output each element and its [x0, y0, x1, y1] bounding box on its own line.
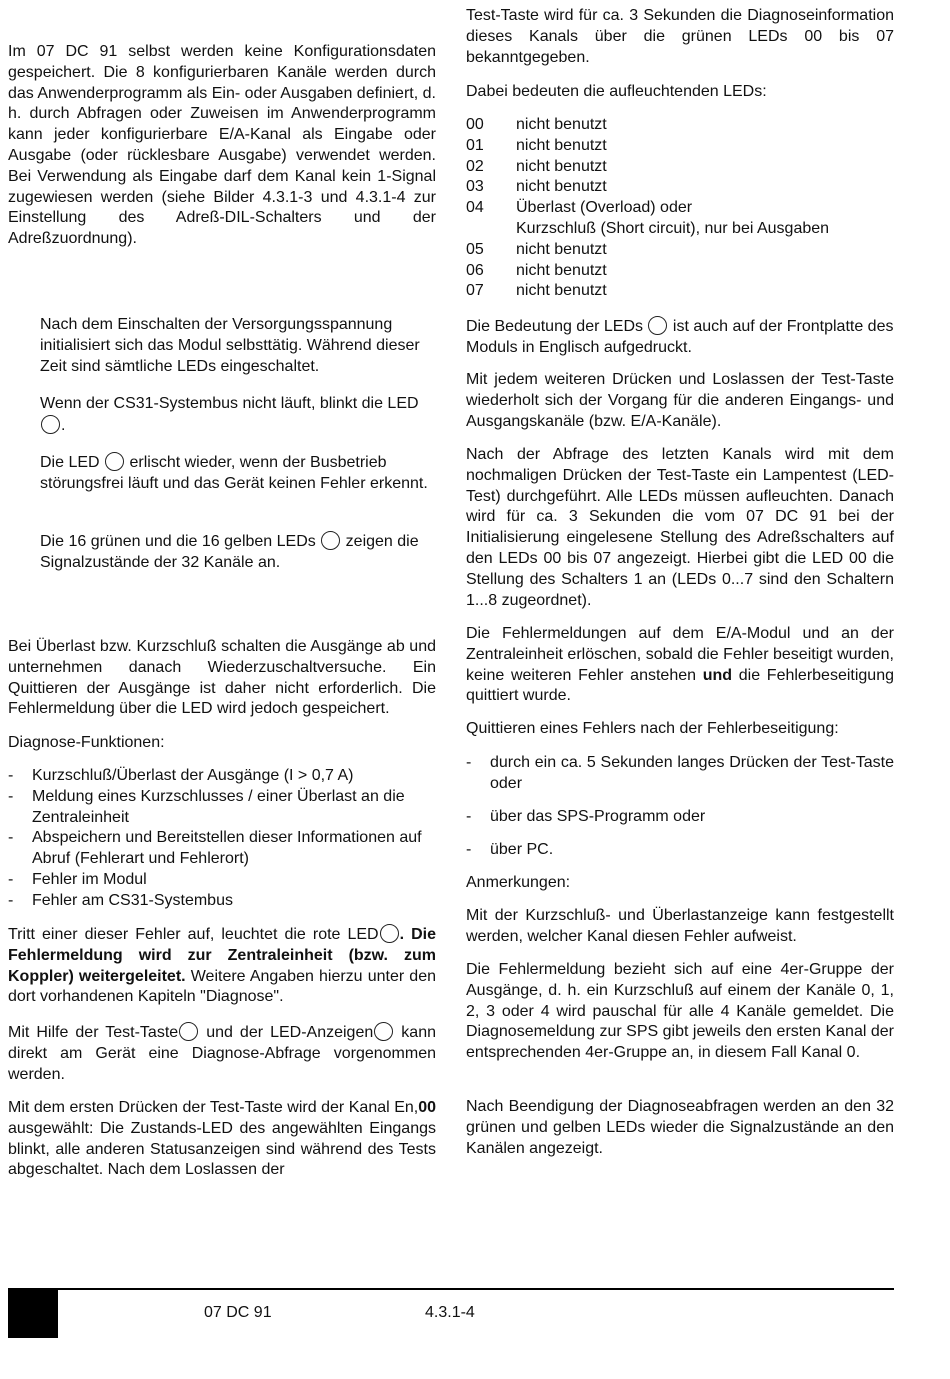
list-item: - Abspeichern und Bereitstellen dieser Informationen auf Abruf (Fehlerart und Fehlerort) [8, 829, 422, 868]
init-paragraph: Nach dem Einschalten der Versorgungsspannung initialisiert sich das Modul selbsttätig. Während dieser Zeit sind sämtliche LEDs eingeschaltet. [40, 316, 420, 375]
red-led-text: Tritt einer dieser Fehler auf, leuchtet die rote LED [8, 926, 379, 943]
red-led-bold-text: . Die Fehlermeldung wird zur Zentraleinheit (bzw. zum Koppler) weitergeleitet. [8, 926, 436, 985]
diag-heading: Diagnose-Funktionen: [8, 734, 165, 751]
led-symbol-icon [41, 415, 60, 434]
red-led-text-end: Weitere Angaben hierzu unter den dort vorhandenen Kapiteln "Diagnose". [8, 967, 437, 1006]
errors-text: Die Fehlermeldungen auf dem E/A-Modul und an der Zentraleinheit erlöschen, sobald die Fehler beseitigt wurden, keine weiteren Fehler anstehen [466, 625, 894, 684]
first-press-bold: 00 [418, 1099, 436, 1116]
diag-list [8, 766, 436, 912]
test-key-paragraph [8, 1022, 436, 1085]
overload-paragraph: Bei Überlast bzw. Kurzschluß schalten die Ausgänge ab und unternehmen danach Wiederzuschaltversuche. Ein Quittieren der Ausgänge ist daher nicht erforderlich. Die Fehlermeldung über die LED wird jedoch gespeichert. [8, 638, 436, 718]
led-symbol-icon [105, 452, 124, 471]
ack-heading: Quittieren eines Fehlers nach der Fehlerbeseitigung: [466, 720, 839, 737]
test-key-text: Mit Hilfe der Test-Taste [8, 1024, 179, 1041]
footer-model-name: 07 DC 91 [204, 1304, 272, 1321]
notes-paragraph-3: Nach Beendigung der Diagnoseabfragen werden an den 32 grünen und gelben LEDs wieder die Signalzustände an den Kanälen angezeigt. [466, 1098, 894, 1157]
table-row: 02 nicht benutzt [466, 157, 607, 175]
table-row: 04 Überlast (Overload) oder Kurzschluß (Short circuit), nur bei Ausgaben [466, 199, 830, 237]
table-row: 05 nicht benutzt [466, 240, 607, 258]
signal-led-paragraph [40, 531, 436, 574]
footer-rule [8, 1288, 894, 1290]
first-press-paragraph [8, 1098, 436, 1181]
notes-heading: Anmerkungen: [466, 874, 571, 891]
table-row: 03 nicht benutzt [466, 178, 607, 196]
test-key-text-end: kann direkt am Gerät eine Diagnose-Abfrage vorgenommen werden. [8, 1024, 436, 1083]
red-led-paragraph [8, 924, 436, 1008]
led-off-text-end: erlischt wieder, wenn der Busbetrieb störungsfrei läuft und das Gerät keinen Fehler erkennt. [40, 454, 428, 492]
lamp-test-paragraph: Nach der Abfrage des letzten Kanals wird mit dem nochmaligen Drücken der Test-Taste ein Lampentest (LED-Test) durchgeführt. Alle LEDs müssen aufleuchten. Danach wird für ca. 3 Sekunden die vom 07 DC 91 bei der Initialisierung eingelesene Stellung des Adreßschalters auf den LEDs 00 bis 07 angezeigt. Hierbei gibt die LED 00 die Stellung des Schalters 1 an (LEDs 0...7 sind den Schaltern 1...8 zugeordnet). [466, 446, 894, 609]
notes-paragraph-1: Mit der Kurzschluß- und Überlastanzeige kann festgestellt werden, welcher Kanal diesen Fehler aufweist. [466, 907, 894, 945]
signal-led-text: Die 16 grünen und die 16 gelben LEDs [40, 533, 316, 550]
led-off-text: Die LED [40, 454, 100, 471]
table-row: 01 nicht benutzt [466, 136, 607, 154]
notes-paragraph-2: Die Fehlermeldung bezieht sich auf eine 4er-Gruppe der Ausgänge, d. h. ein Kurzschluß auf einem der Kanäle 0, 1, 2, 3 oder 4 wird pauschal für alle 4 Kanäle gemeldet. Die Diagnosemeldung zur SPS gibt jeweils den ersten Kanal der entsprechenden 4er-Gruppe an, in diesem Fall Kanal 0. [466, 961, 894, 1062]
english-paragraph [466, 316, 894, 359]
table-row: 07 nicht benutzt [466, 282, 607, 300]
ack-list [466, 840, 894, 861]
test-key-symbol-icon [179, 1022, 198, 1041]
continued-paragraph: Test-Taste wird für ca. 3 Sekunden die Diagnoseinformation dieses Kanals über die grünen LEDs 00 bis 07 bekanntgegeben. [466, 7, 894, 66]
test-key-mid-text: und der LED-Anzeigen [206, 1024, 374, 1041]
repeat-paragraph: Mit jedem weiteren Drücken und Loslassen der Test-Taste wiederholt sich der Vorgang für die anderen Eingangs- und Ausgangskanäle (bzw. E/A-Kanäle). [466, 371, 894, 430]
list-item: - über PC. [466, 841, 554, 858]
english-text: Die Bedeutung der LEDs [466, 318, 643, 335]
first-press-text-end: ausgewählt: Die Zustands-LED des angewählten Eingangs blinkt, alle anderen Statusanzeigen sind während des Tests abgeschaltet. Nach dem Loslassen der [8, 1119, 436, 1179]
table-row: 06 nicht benutzt [466, 261, 607, 279]
led-symbol-icon [648, 316, 667, 335]
list-item: - Kurzschluß/Überlast der Ausgänge (I > 0,7 A) [8, 767, 354, 784]
led-meaning-table [466, 115, 894, 302]
list-item: - Fehler am CS31-Systembus [8, 891, 233, 909]
ack-list [466, 807, 894, 828]
table-row: 00 nicht benutzt [466, 116, 607, 133]
bus-led-text: Wenn der CS31-Systembus nicht läuft, blinkt die LED [40, 395, 419, 412]
ack-list [466, 753, 894, 795]
meaning-heading: Dabei bedeuten die aufleuchtenden LEDs: [466, 83, 767, 100]
errors-bold: und [702, 666, 733, 684]
bus-led-text-end: . [61, 416, 66, 434]
errors-paragraph [466, 624, 894, 707]
english-text-end: ist auch auf der Frontplatte des Moduls in Englisch aufgedruckt. [466, 318, 894, 356]
bus-led-paragraph [40, 394, 436, 437]
signal-led-text-end: zeigen die Signalzustände der 32 Kanäle an. [40, 533, 419, 571]
list-item: - über das SPS-Programm oder [466, 808, 706, 825]
list-item: - Meldung eines Kurzschlusses / einer Überlast an die Zentraleinheit [8, 787, 405, 826]
errors-text-end: die Fehlerbeseitigung quittiert wurde. [466, 666, 894, 705]
footer-black-block [8, 1290, 58, 1338]
led-symbol-icon [380, 924, 399, 943]
config-paragraph: Im 07 DC 91 selbst werden keine Konfigurationsdaten gespeichert. Die 8 konfigurierbaren Kanäle werden durch das Anwenderprogramm als Ein- oder Ausgaben definiert, d. h. durch Abfragen oder Zuweisen im Anwenderprogramm kann jeder konfigurierbare E/A-Kanal als Eingabe oder Ausgabe (oder rücklesbare Ausgabe) verwendet werden. Bei Verwendung als Eingabe darf dem Kanal kein 1-Signal zugewiesen werden (siehe Bilder 4.3.1-3 und 4.3.1-4 zur Einstellung des Adreß-DIL-Schalters und der Adreßzuordnung). [8, 43, 436, 248]
led-symbol-icon [321, 531, 340, 550]
led-symbol-icon [374, 1022, 393, 1041]
first-press-text: Mit dem ersten Drücken der Test-Taste wird der Kanal En, [8, 1099, 419, 1116]
led-off-paragraph [40, 452, 436, 495]
list-item: - durch ein ca. 5 Sekunden langes Drücken der Test-Taste oder [466, 754, 894, 792]
footer-page-number: 4.3.1-4 [425, 1304, 475, 1321]
list-item: - Fehler im Modul [8, 870, 147, 888]
